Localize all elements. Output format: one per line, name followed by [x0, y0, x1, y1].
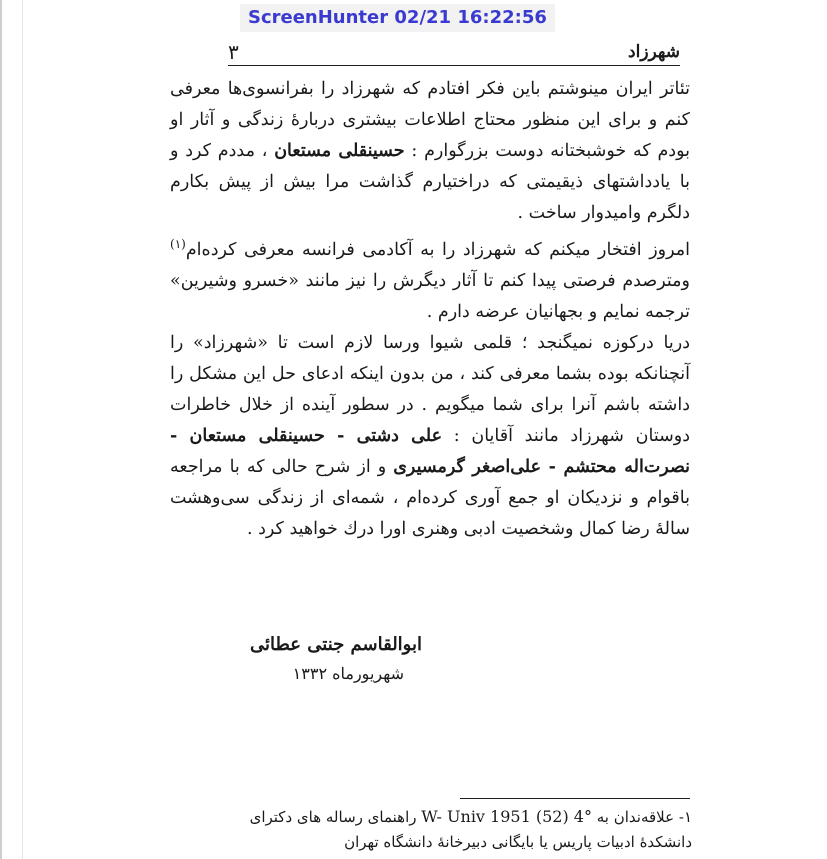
- page-header: [228, 40, 680, 66]
- footnote-text: علاقه‌ندان به: [596, 808, 675, 826]
- footnote: [232, 804, 692, 855]
- footnote-text-end: راهنمای رساله های دکترای دانشکدهٔ ادبیات پاریس یا بایگانی دبیرخانهٔ دانشگاه تهران: [249, 808, 692, 851]
- paragraph-3-text: دریا درکوزه نمیگنجد ؛ قلمی شیوا ورسا لازم است تا «شهرزاد» را آنچنانکه بوده بشما معرفی کند ، من بدون اینکه ادعای حل این مشکل را داشته باشم آنرا برای شما میگویم . در سطور آینده از خلال خاطرات دوستان شهرزاد مانند آقایان :: [170, 332, 691, 446]
- paragraph-1-text: تئاتر ایران مینوشتم باین فکر افتادم که شهرزاد را بفرانسوی‌ها معرفی کنم و برای این منظور محتاج اطلاعات بیشتری دربارهٔ زندگی و آثار او بودم که خوشبختانه دوست بزرگوارم :: [170, 79, 690, 161]
- author-name: ابوالقاسم جنتی عطائی: [250, 634, 422, 655]
- paragraph-1-bold-name: حسینقلی مستعان: [274, 141, 405, 161]
- paragraph-3: [170, 328, 690, 545]
- signature-date: شهریورماه ۱۳۳۲: [292, 664, 404, 683]
- left-margin-line: [22, 0, 23, 859]
- paragraph-2: [170, 229, 690, 328]
- paragraph-3-bold-names: علی دشتی - حسینقلی مستعان - نصرت‌اله محتشم - علی‌اصغر گرمسیری: [170, 425, 690, 477]
- paragraph-1-text-end: ، مددم کرد و با یادداشتهای ذیقیمتی که دراختیارم گذاشت مرا بیش از پیش بکارم دلگرم وامیدوار ساخت .: [170, 141, 690, 223]
- screenhunter-timestamp: ScreenHunter 02/21 16:22:56: [240, 4, 555, 32]
- footnote-reference: W- Univ 1951 (52) 4°: [421, 807, 592, 826]
- running-title: شهرزاد: [628, 42, 680, 62]
- header-rule: [228, 65, 680, 66]
- paragraph-2-text-end: ومترصدم فرصتی پیدا کنم تا آثار دیگرش را نیز مانند «خسرو وشیرین» ترجمه نمایم و بجهانیان عرضه دارم .: [170, 270, 690, 322]
- page-number: ۳: [228, 40, 239, 64]
- paragraph-3-text-end: و از شرح حالی که با مراجعه باقوام و نزدیکان او جمع آوری کرده‌ام ، شمه‌ای از زندگی سی‌وهشت سالهٔ رضا کمال وشخصیت ادبی وهنری اورا درك خواهید کرد .: [170, 456, 690, 539]
- signature-block: [250, 630, 422, 688]
- footnote-number: ۱-: [674, 808, 692, 826]
- footnote-rule: [460, 798, 690, 799]
- body-text: [170, 74, 690, 545]
- paragraph-2-text: امروز افتخار میکنم که شهرزاد را به آکادمی فرانسه معرفی کرده‌ام: [185, 239, 690, 260]
- paragraph-1: [170, 74, 690, 229]
- left-edge-line: [0, 0, 2, 859]
- footnote-marker: (۱): [170, 237, 186, 251]
